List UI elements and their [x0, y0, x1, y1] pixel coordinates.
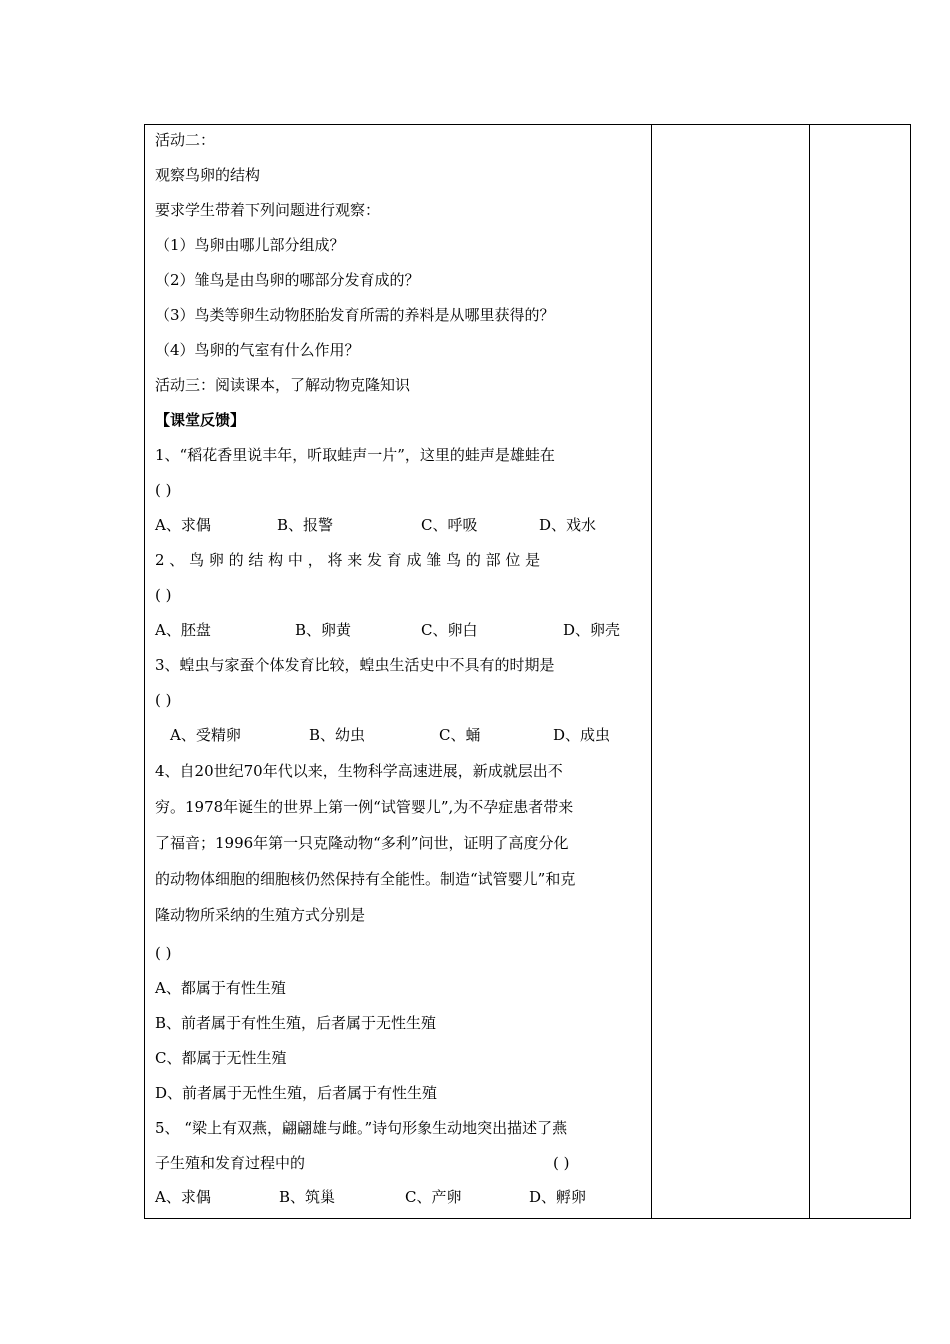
activity2-question: （4）鸟卵的气室有什么作用？	[155, 341, 360, 359]
q4-option-c: C、都属于无性生殖	[155, 1049, 287, 1067]
q1-option-b: B、报警	[277, 516, 334, 534]
q4-stem-line: 4、自20世纪70年代以来，生物科学高速进展，新成就层出不	[155, 762, 563, 780]
q1-stem: 1、“稻花香里说丰年，听取蛙声一片”，这里的蛙声是雄蛙在	[155, 446, 555, 464]
activity2-question: （1）鸟卵由哪儿部分组成？	[155, 236, 345, 254]
reflection-column	[810, 125, 910, 1218]
q3-options	[155, 725, 645, 745]
q5-answer-paren: ( )	[553, 1154, 570, 1172]
q5-option-d: D、孵卵	[529, 1188, 587, 1206]
feedback-heading: 【课堂反馈】	[155, 411, 246, 429]
q1-option-c: C、呼吸	[421, 516, 478, 534]
q3-option-d: D、成虫	[553, 726, 611, 744]
q5-stem-line: 5、 “梁上有双燕，翩翩雄与雌。”诗句形象生动地突出描述了燕	[155, 1119, 568, 1137]
q4-option-d: D、前者属于无性生殖，后者属于有性生殖	[155, 1084, 438, 1102]
q1-answer-paren: ( )	[155, 481, 172, 499]
q3-stem: 3、蝗虫与家蚕个体发育比较，蝗虫生活史中不具有的时期是	[155, 656, 555, 674]
q3-option-a: A、受精卵	[170, 726, 241, 744]
q3-option-c: C、蛹	[439, 726, 481, 744]
activity2-question: （3）鸟类等卵生动物胚胎发育所需的养料是从哪里获得的？	[155, 306, 555, 324]
q5-option-a: A、求偶	[155, 1188, 211, 1206]
q5-stem-text: 子生殖和发育过程中的	[155, 1154, 306, 1172]
q4-stem-line: 隆动物所采纳的生殖方式分别是	[155, 906, 366, 924]
q3-answer-paren: ( )	[155, 691, 172, 709]
activity3-text: 活动三：阅读课本，了解动物克隆知识	[155, 376, 411, 394]
q1-options	[155, 515, 645, 535]
q2-option-c: C、卵白	[421, 621, 478, 639]
q4-stem-line: 穷。1978年诞生的世界上第一例“试管婴儿”,为不孕症患者带来	[155, 798, 574, 816]
q4-stem-line: 了福音；1996年第一只克隆动物“多利”问世，证明了高度分化	[155, 834, 569, 852]
q1-option-a: A、求偶	[155, 516, 211, 534]
q4-answer-paren: ( )	[155, 944, 172, 962]
activity2-intro: 要求学生带着下列问题进行观察：	[155, 201, 381, 219]
q2-option-a: A、胚盘	[155, 621, 211, 639]
q2-options	[155, 620, 645, 640]
q4-stem-line: 的动物体细胞的细胞核仍然保持有全能性。制造“试管婴儿”和克	[155, 870, 576, 888]
activity2-subtitle: 观察鸟卵的结构	[155, 166, 261, 184]
q1-option-d: D、戏水	[539, 516, 597, 534]
q4-option-a: A、都属于有性生殖	[155, 979, 286, 997]
q2-answer-paren: ( )	[155, 586, 172, 604]
activity2-title: 活动二：	[155, 131, 216, 149]
q2-option-b: B、卵黄	[295, 621, 352, 639]
q4-option-b: B、前者属于有性生殖，后者属于无性生殖	[155, 1014, 437, 1032]
q5-options	[155, 1187, 645, 1207]
lesson-table	[144, 124, 911, 1219]
notes-column	[652, 125, 809, 1218]
q2-option-d: D、卵壳	[563, 621, 621, 639]
activity2-question: （2）雏鸟是由鸟卵的哪部分发育成的？	[155, 271, 420, 289]
q5-option-c: C、产卵	[405, 1188, 462, 1206]
q3-option-b: B、幼虫	[309, 726, 366, 744]
q5-stem-line-2	[155, 1153, 645, 1173]
q5-option-b: B、筑巢	[279, 1188, 336, 1206]
q2-stem: 2 、 鸟 卵 的 结 构 中 ， 将 来 发 育 成 雏 鸟 的 部 位 是	[155, 551, 541, 569]
